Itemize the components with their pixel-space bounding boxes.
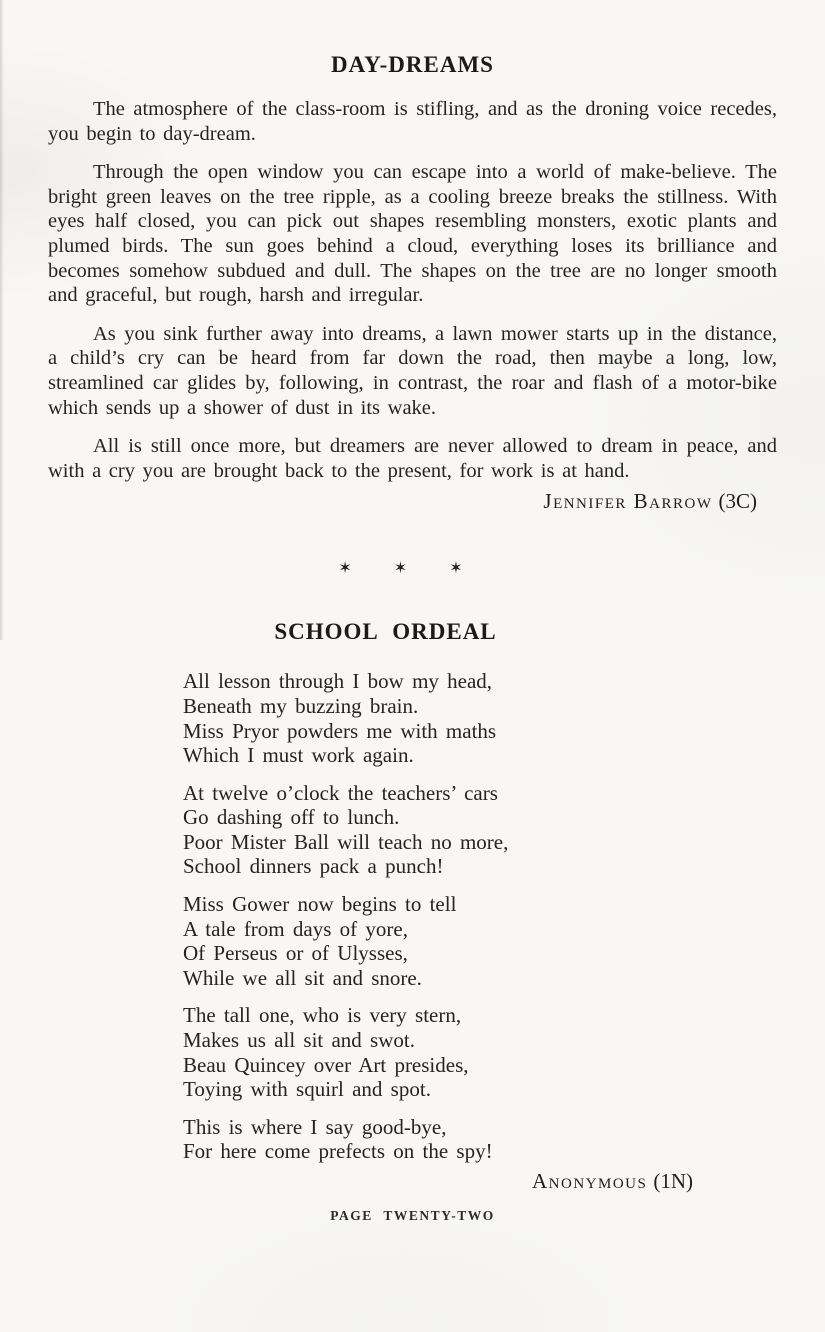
poem-line: Miss Pryor powders me with maths bbox=[183, 718, 497, 743]
page-number: PAGE TWENTY-TWO bbox=[330, 1208, 495, 1223]
poem-line: A tale from days of yore, bbox=[183, 916, 408, 941]
poem-line: Beau Quincey over Art presides, bbox=[183, 1052, 469, 1077]
poem-stanza-5 bbox=[183, 1115, 777, 1164]
daydreams-author-name: Jennifer Barrow bbox=[543, 489, 713, 514]
poem-line: Go dashing off to lunch. bbox=[183, 805, 400, 830]
poem-line: Which I must work again. bbox=[183, 743, 414, 768]
daydreams-paragraph-1: The atmosphere of the class-room is stifling, and as the droning voice recedes, you begin to day-dream. bbox=[48, 98, 777, 145]
school-ordeal-poem bbox=[183, 669, 777, 1164]
school-ordeal-title: SCHOOL ORDEAL bbox=[274, 619, 497, 645]
poem-stanza-1 bbox=[183, 669, 777, 767]
poem-line: Of Perseus or of Ulysses, bbox=[183, 941, 408, 966]
daydreams-paragraph-4: All is still once more, but dreamers are never allowed to dream in peace, and with a cry you are brought back to the present, for work is at hand. bbox=[48, 435, 777, 482]
poem-line: For here come prefects on the spy! bbox=[183, 1139, 493, 1164]
poem-stanza-2 bbox=[183, 781, 777, 879]
scan-edge-shadow bbox=[0, 0, 4, 640]
poem-line: Miss Gower now begins to tell bbox=[183, 892, 457, 917]
star-icon: ✶ bbox=[338, 558, 352, 578]
poem-line: All lesson through I bow my head, bbox=[183, 669, 493, 694]
section-divider-stars bbox=[36, 558, 765, 577]
daydreams-title: DAY-DREAMS bbox=[331, 52, 494, 77]
star-icon: ✶ bbox=[449, 558, 463, 578]
poem-line: Makes us all sit and swot. bbox=[183, 1028, 415, 1053]
daydreams-byline bbox=[48, 489, 777, 514]
school-ordeal-byline bbox=[48, 1169, 777, 1194]
page-content bbox=[48, 0, 777, 1224]
poem-stanza-3 bbox=[183, 892, 777, 990]
poem-line: School dinners pack a punch! bbox=[183, 854, 444, 879]
poem-line: Toying with squirl and spot. bbox=[183, 1077, 431, 1102]
poem-stanza-4 bbox=[183, 1003, 777, 1101]
poem-line: Poor Mister Ball will teach no more, bbox=[183, 829, 509, 854]
poem-line: The tall one, who is very stern, bbox=[183, 1003, 462, 1028]
star-icon: ✶ bbox=[393, 558, 408, 578]
daydreams-paragraph-3: As you sink further away into dreams, a lawn mower starts up in the distance, a child’s cry can be heard from far down the road, then maybe a long, low, streamlined car glides by, following, in contrast, the roar and flash of a motor-bike which sends up a shower of dust in its wake. bbox=[48, 322, 777, 419]
poem-line: While we all sit and snore. bbox=[183, 965, 422, 990]
poem-line: At twelve o’clock the teachers’ cars bbox=[183, 780, 498, 805]
daydreams-author-class: (3C) bbox=[718, 489, 757, 514]
school-ordeal-author-name: Anonymous bbox=[532, 1169, 648, 1193]
school-ordeal-author-class: (1N) bbox=[653, 1169, 693, 1193]
poem-line: Beneath my buzzing brain. bbox=[183, 693, 419, 718]
daydreams-paragraph-2: Through the open window you can escape into a world of make-believe. The bright green leaves on the tree ripple, as a cooling breeze breaks the stillness. With eyes half closed, you can pick out shapes resembling monsters, exotic plants and plumed birds. The sun goes behind a cloud, everything loses its brilliance and becomes somehow subdued and dull. The shapes on the tree are no longer smooth and graceful, but rough, harsh and irregular. bbox=[48, 161, 777, 307]
poem-line: This is where I say good-bye, bbox=[183, 1114, 447, 1139]
